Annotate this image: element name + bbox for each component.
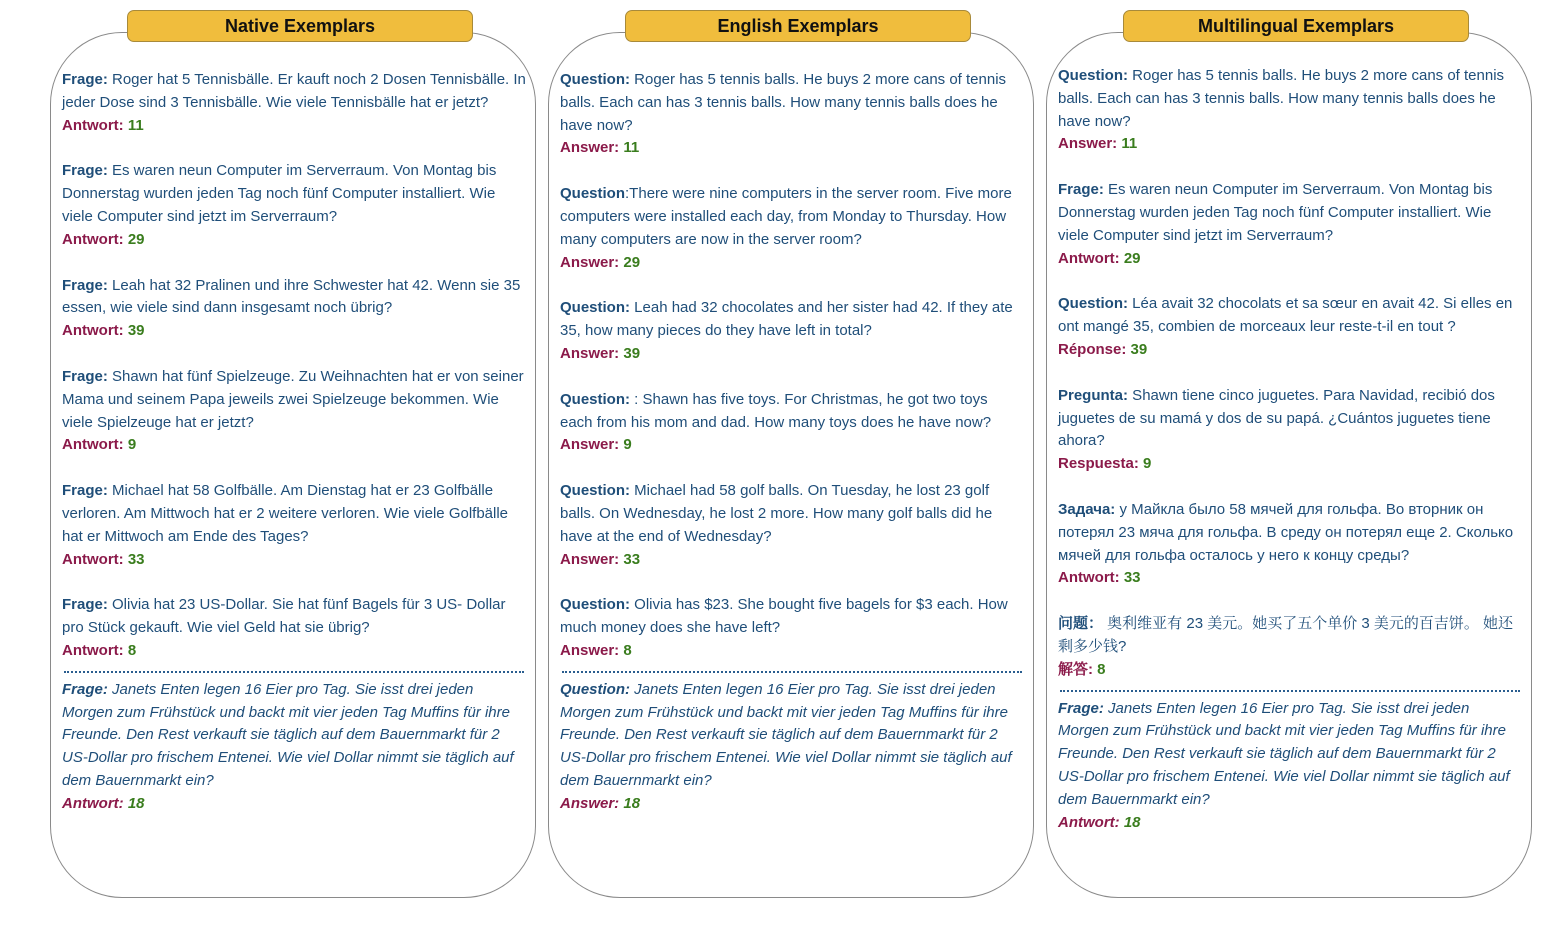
answer-value: 18 <box>619 794 641 812</box>
exemplar <box>560 594 1024 662</box>
question-text: Shawn hat fünf Spielzeuge. Zu Weihnachten hat er von seiner Mama und seinem Papa jeweils zwei Spielzeuge bekommen. Wie viele Spielzeuge hat er jetzt? <box>62 367 524 431</box>
answer-label: Answer: <box>560 550 620 568</box>
exemplar <box>1058 65 1522 156</box>
question-label: Frage: <box>62 276 108 294</box>
answer-line <box>62 320 526 343</box>
question-text: Olivia hat 23 US-Dollar. Sie hat fünf Bagels für 3 US- Dollar pro Stück gekauft. Wie viel Geld hat sie übrig? <box>62 596 506 637</box>
question-text: Janets Enten legen 16 Eier pro Tag. Sie isst drei jeden Morgen zum Frühstück und backt mit vier jeden Tag Muffins für ihre Freunde. Den Rest verkauft sie täglich auf dem Bauernmarkt für 2 US-Dollar pro frischem Entenei. Wie viel Dollar nimmt sie täglich auf dem Bauernmarkt ein? <box>1058 699 1510 808</box>
question-label: Question: <box>1058 295 1128 313</box>
exemplar <box>560 389 1024 457</box>
question-label: Question: <box>560 596 630 614</box>
answer-line <box>560 640 1024 663</box>
answer-label: Answer: <box>1058 135 1118 153</box>
panel-content-multilingual <box>1058 65 1522 857</box>
answer-line <box>62 549 526 572</box>
question-label: Frage: <box>62 680 108 698</box>
answer-label: Answer: <box>560 344 620 362</box>
answer-value: 8 <box>123 641 137 659</box>
answer-label: Antwort: <box>1058 813 1120 831</box>
answer-line <box>1058 133 1522 156</box>
answer-label: Answer: <box>560 139 620 157</box>
question-label: Pregunta: <box>1058 386 1129 404</box>
answer-label: Antwort: <box>1058 249 1120 267</box>
answer-value: 39 <box>123 322 145 340</box>
answer-line <box>560 252 1024 275</box>
answer-value: 8 <box>619 641 632 659</box>
answer-label: Answer: <box>560 436 620 454</box>
panel-content-english <box>560 69 1024 839</box>
test-question <box>560 679 1024 816</box>
answer-line <box>1058 248 1522 271</box>
question-label: Задача: <box>1058 500 1116 518</box>
question-text: Shawn tiene cinco juguetes. Para Navidad, recibió dos juguetes de su mamá y dos de su papá. ¿Cuántos juguetes tiene ahora? <box>1058 386 1495 450</box>
exemplar <box>560 69 1024 160</box>
answer-line <box>62 793 526 816</box>
question-label: Frage: <box>1058 181 1104 199</box>
exemplar <box>560 297 1024 365</box>
question-label: Frage: <box>62 71 108 88</box>
answer-value: 39 <box>1126 340 1148 358</box>
question-label: Question: <box>560 680 630 698</box>
answer-line <box>1058 567 1522 590</box>
question-text: Es waren neun Computer im Serverraum. Von Montag bis Donnerstag wurden jeden Tag noch fünf Computer installiert. Wie viele Computer sind jetzt im Serverraum? <box>1058 181 1493 244</box>
answer-line <box>560 137 1024 160</box>
answer-label: Antwort: <box>62 230 124 248</box>
panel-header-multilingual: Multilingual Exemplars <box>1123 10 1469 42</box>
test-question <box>1058 698 1522 835</box>
question-text: Michael had 58 golf balls. On Tuesday, he lost 23 golf balls. On Wednesday, he lost 2 more. How many golf balls did he have at the end of Wednesday? <box>560 482 993 545</box>
question-text: Es waren neun Computer im Serverraum. Von Montag bis Donnerstag wurden jeden Tag noch fünf Computer installiert. Wie viele Computer sind jetzt im Serverraum? <box>62 162 497 225</box>
panel-content-native <box>62 69 526 839</box>
question-text: 奥利维亚有 23 美元。她买了五个单价 3 美元的百吉饼。 她还剩多少钱? <box>1058 615 1514 655</box>
answer-label: Antwort: <box>62 116 124 134</box>
question-label: Frage: <box>1058 699 1104 717</box>
answer-label: Antwort: <box>62 550 124 568</box>
question-text: Janets Enten legen 16 Eier pro Tag. Sie isst drei jeden Morgen zum Frühstück und backt mit vier jeden Tag Muffins für ihre Freunde. Den Rest verkauft sie täglich auf dem Bauernmarkt für 2 US-Dollar pro frischem Entenei. Wie viel Dollar nimmt sie täglich auf dem Bauernmarkt ein? <box>62 680 514 789</box>
question-label: 问题： <box>1058 615 1104 633</box>
question-label: Frage: <box>62 367 108 385</box>
question-label: Question: <box>560 299 630 317</box>
answer-line <box>560 343 1024 366</box>
answer-line <box>1058 339 1522 362</box>
question-text: Roger has 5 tennis balls. He buys 2 more cans of tennis balls. Each can has 3 tennis balls. How many tennis balls does he have now? <box>1058 67 1505 130</box>
question-text: Leah had 32 chocolates and her sister had 42. If they ate 35, how many pieces do they have left in total? <box>560 299 1013 340</box>
answer-value: 8 <box>1093 660 1106 678</box>
answer-label: 解答: <box>1058 660 1093 678</box>
answer-value: 11 <box>1117 135 1138 153</box>
dotted-divider <box>562 671 1022 673</box>
answer-line <box>1058 453 1522 476</box>
answer-value: 11 <box>619 139 640 157</box>
answer-line <box>560 549 1024 572</box>
exemplar <box>1058 385 1522 476</box>
answer-value: 33 <box>123 550 145 568</box>
answer-line <box>560 793 1024 816</box>
test-question <box>62 679 526 816</box>
answer-value: 29 <box>123 230 145 248</box>
question-label: Question <box>560 185 626 203</box>
exemplar <box>1058 179 1522 270</box>
answer-line <box>1058 659 1522 682</box>
dotted-divider <box>1060 690 1520 692</box>
question-label: Frage: <box>62 596 108 614</box>
answer-value: 29 <box>1119 249 1141 267</box>
exemplar <box>1058 613 1522 681</box>
question-text: Olivia has $23. She bought five bagels for $3 each. How much money does she have left? <box>560 596 1008 637</box>
exemplar <box>560 183 1024 274</box>
question-text: у Майкла было 58 мячей для гольфа. Во вторник он потерял 23 мяча для гольфа. В среду он потерял еще 2. Сколько мячей для гольфа осталось у него к концу среды? <box>1058 500 1514 564</box>
answer-value: 33 <box>619 550 641 568</box>
answer-label: Antwort: <box>62 794 124 812</box>
answer-label: Réponse: <box>1058 340 1127 358</box>
exemplar <box>62 160 526 251</box>
exemplar <box>62 366 526 457</box>
answer-value: 18 <box>1119 813 1141 831</box>
exemplar <box>62 480 526 571</box>
exemplar <box>1058 293 1522 361</box>
answer-label: Respuesta: <box>1058 455 1139 473</box>
answer-label: Antwort: <box>1058 569 1120 587</box>
question-text: Roger has 5 tennis balls. He buys 2 more cans of tennis balls. Each can has 3 tennis balls. How many tennis balls does he have now? <box>560 71 1007 134</box>
question-text: : Shawn has five toys. For Christmas, he got two toys each from his mom and dad. How many toys does he have now? <box>560 390 992 431</box>
question-label: Frage: <box>62 482 108 500</box>
answer-value: 29 <box>619 253 641 271</box>
question-text: Leah hat 32 Pralinen und ihre Schwester hat 42. Wenn sie 35 essen, wie viele sind dann insgesamt noch übrig? <box>62 276 521 317</box>
question-text: :There were nine computers in the server room. Five more computers were installed each day, from Monday to Thursday. How many computers are now in the server room? <box>560 185 1012 248</box>
question-text: Roger hat 5 Tennisbälle. Er kauft noch 2 Dosen Tennisbälle. In jeder Dose sind 3 Tennisbälle. Wie viele Tennisbälle hat er jetzt? <box>62 71 526 111</box>
answer-label: Antwort: <box>62 322 124 340</box>
answer-label: Answer: <box>560 794 620 812</box>
answer-line <box>1058 812 1522 835</box>
answer-value: 33 <box>1119 569 1141 587</box>
answer-line <box>62 434 526 457</box>
exemplar <box>62 594 526 662</box>
question-text: Michael hat 58 Golfbälle. Am Dienstag hat er 23 Golfbälle verloren. Am Mittwoch hat er 2 weitere verloren. Wie viele Golfbälle hat er Mittwoch am Ende des Tages? <box>62 482 509 545</box>
question-text: Léa avait 32 chocolats et sa sœur en avait 42. Si elles en ont mangé 35, combien de morceaux leur reste-t-il en tout ? <box>1058 295 1513 336</box>
answer-line <box>62 229 526 252</box>
answer-value: 9 <box>1138 455 1152 473</box>
dotted-divider <box>64 671 524 673</box>
answer-value: 18 <box>123 794 145 812</box>
answer-value: 9 <box>619 436 632 454</box>
answer-label: Answer: <box>560 253 620 271</box>
answer-line <box>560 434 1024 457</box>
answer-label: Antwort: <box>62 436 124 454</box>
question-label: Question: <box>560 390 630 408</box>
exemplar <box>1058 499 1522 590</box>
question-label: Question: <box>1058 67 1128 84</box>
exemplar <box>560 480 1024 571</box>
answer-value: 9 <box>123 436 137 454</box>
answer-value: 11 <box>123 116 144 134</box>
question-text: Janets Enten legen 16 Eier pro Tag. Sie isst drei jeden Morgen zum Frühstück und backt mit vier jeden Tag Muffins für ihre Freunde. Den Rest verkauft sie täglich auf dem Bauernmarkt für 2 US-Dollar pro frischem Entenei. Wie viel Dollar nimmt sie täglich auf dem Bauernmarkt ein? <box>560 680 1012 789</box>
answer-line <box>62 115 526 138</box>
answer-label: Antwort: <box>62 641 124 659</box>
question-label: Question: <box>560 71 630 88</box>
panel-header-native: Native Exemplars <box>127 10 473 42</box>
answer-value: 39 <box>619 344 641 362</box>
exemplar <box>62 275 526 343</box>
answer-line <box>62 640 526 663</box>
question-label: Question: <box>560 482 630 500</box>
answer-label: Answer: <box>560 641 620 659</box>
panel-header-english: English Exemplars <box>625 10 971 42</box>
question-label: Frage: <box>62 162 108 180</box>
exemplar <box>62 69 526 137</box>
